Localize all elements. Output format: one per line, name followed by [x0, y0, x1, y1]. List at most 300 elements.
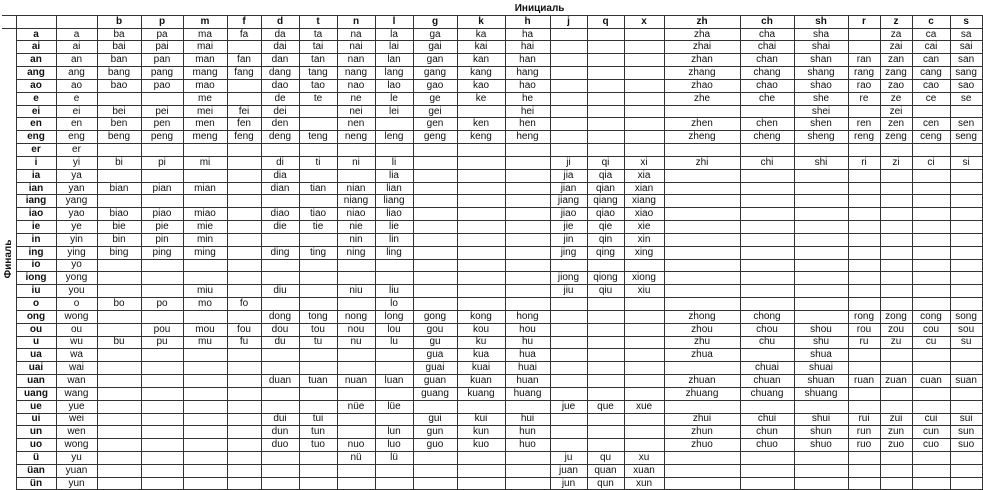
syllable-cell — [664, 272, 740, 285]
syllable-cell: yang — [56, 195, 97, 208]
syllable-cell: luo — [375, 439, 413, 452]
syllable-cell — [227, 233, 261, 246]
syllable-cell: fei — [227, 105, 261, 118]
final-label: en — [16, 118, 56, 131]
syllable-cell: ning — [337, 246, 375, 259]
syllable-cell — [550, 349, 587, 362]
syllable-cell — [624, 323, 664, 336]
initials-header-row — [2, 15, 982, 28]
syllable-cell: en — [56, 118, 97, 131]
syllable-cell: jiao — [550, 208, 587, 221]
syllable-cell: ka — [457, 28, 505, 41]
syllable-cell: pou — [141, 323, 183, 336]
syllable-cell — [624, 426, 664, 439]
syllable-cell: qin — [587, 233, 624, 246]
syllable-cell — [141, 439, 183, 452]
syllable-cell: ting — [299, 246, 337, 259]
syllable-cell — [141, 169, 183, 182]
initial-header-q: q — [587, 15, 624, 28]
syllable-cell: cao — [912, 79, 950, 92]
syllable-cell — [624, 413, 664, 426]
initial-header-zh: zh — [664, 15, 740, 28]
syllable-cell: de — [261, 92, 299, 105]
syllable-cell: nao — [337, 79, 375, 92]
syllable-cell: zu — [880, 336, 912, 349]
syllable-cell: nou — [337, 323, 375, 336]
syllable-cell — [299, 387, 337, 400]
final-header-corner — [16, 15, 56, 28]
syllable-cell — [183, 413, 227, 426]
syllable-cell: pao — [141, 79, 183, 92]
syllable-cell: zong — [880, 310, 912, 323]
syllable-cell: bao — [97, 79, 141, 92]
syllable-cell: miao — [183, 208, 227, 221]
syllable-cell — [550, 131, 587, 144]
syllable-cell: cha — [740, 28, 794, 41]
final-label: er — [16, 144, 56, 157]
final-label: uai — [16, 362, 56, 375]
syllable-cell — [880, 362, 912, 375]
syllable-cell: tao — [299, 79, 337, 92]
syllable-cell — [912, 195, 950, 208]
syllable-cell — [141, 375, 183, 388]
syllable-cell — [624, 375, 664, 388]
syllable-cell — [141, 387, 183, 400]
syllable-cell: xuan — [624, 464, 664, 477]
syllable-cell — [664, 233, 740, 246]
syllable-cell — [950, 285, 982, 298]
final-label: ia — [16, 169, 56, 182]
syllable-cell: ca — [912, 28, 950, 41]
syllable-cell — [740, 195, 794, 208]
syllable-cell — [740, 451, 794, 464]
syllable-cell — [624, 131, 664, 144]
syllable-cell: da — [261, 28, 299, 41]
syllable-cell: mao — [183, 79, 227, 92]
initial-header-h: h — [505, 15, 550, 28]
syllable-cell: du — [261, 336, 299, 349]
syllable-cell: huang — [505, 387, 550, 400]
syllable-cell: bin — [97, 233, 141, 246]
syllable-cell — [261, 400, 299, 413]
syllable-cell: eng — [56, 131, 97, 144]
final-label: i — [16, 156, 56, 169]
syllable-cell: ou — [56, 323, 97, 336]
syllable-cell: fa — [227, 28, 261, 41]
table-row — [2, 118, 982, 131]
syllable-cell — [550, 323, 587, 336]
syllable-cell: mi — [183, 156, 227, 169]
syllable-cell: zei — [880, 105, 912, 118]
syllable-cell: mu — [183, 336, 227, 349]
syllable-cell: ju — [550, 451, 587, 464]
table-row — [2, 169, 982, 182]
syllable-cell: zuan — [880, 375, 912, 388]
syllable-cell: geng — [413, 131, 457, 144]
initial-header-g: g — [413, 15, 457, 28]
syllable-cell: wong — [56, 310, 97, 323]
syllable-cell — [880, 349, 912, 362]
syllable-cell: pin — [141, 233, 183, 246]
syllable-cell: pie — [141, 221, 183, 234]
syllable-cell — [740, 182, 794, 195]
final-label: ang — [16, 67, 56, 80]
syllable-cell: pang — [141, 67, 183, 80]
syllable-cell — [227, 92, 261, 105]
syllable-cell: wu — [56, 336, 97, 349]
syllable-cell — [141, 144, 183, 157]
syllable-cell — [587, 298, 624, 311]
syllable-cell — [505, 400, 550, 413]
table-row — [2, 387, 982, 400]
syllable-cell: ji — [550, 156, 587, 169]
syllable-cell — [587, 41, 624, 54]
syllable-cell — [794, 195, 848, 208]
syllable-cell: zhang — [664, 67, 740, 80]
syllable-cell: jin — [550, 233, 587, 246]
syllable-cell: wong — [56, 439, 97, 452]
syllable-cell — [337, 349, 375, 362]
syllable-cell: pan — [141, 54, 183, 67]
syllable-cell — [912, 259, 950, 272]
syllable-cell: bing — [97, 246, 141, 259]
syllable-cell: nong — [337, 310, 375, 323]
syllable-cell — [227, 310, 261, 323]
syllable-cell — [794, 208, 848, 221]
syllable-cell: mian — [183, 182, 227, 195]
syllable-cell — [848, 285, 880, 298]
syllable-cell: zheng — [664, 131, 740, 144]
syllable-cell: meng — [183, 131, 227, 144]
syllable-cell: san — [950, 54, 982, 67]
syllable-cell — [880, 477, 912, 490]
syllable-cell — [227, 413, 261, 426]
syllable-cell — [337, 298, 375, 311]
syllable-cell — [794, 400, 848, 413]
syllable-cell: rang — [848, 67, 880, 80]
syllable-cell — [457, 144, 505, 157]
syllable-cell: chang — [740, 67, 794, 80]
syllable-cell — [183, 477, 227, 490]
final-label: uan — [16, 375, 56, 388]
syllable-cell: kuang — [457, 387, 505, 400]
syllable-cell — [457, 182, 505, 195]
syllable-cell: zhui — [664, 413, 740, 426]
syllable-cell — [587, 310, 624, 323]
syllable-cell — [97, 439, 141, 452]
syllable-cell: yong — [56, 272, 97, 285]
syllable-cell: kong — [457, 310, 505, 323]
syllable-cell — [912, 182, 950, 195]
syllable-cell — [505, 233, 550, 246]
syllable-cell — [880, 285, 912, 298]
table-row — [2, 195, 982, 208]
syllable-cell: han — [505, 54, 550, 67]
syllable-cell — [457, 169, 505, 182]
syllable-cell: deng — [261, 131, 299, 144]
syllable-cell — [227, 349, 261, 362]
syllable-cell: miu — [183, 285, 227, 298]
syllable-cell — [587, 92, 624, 105]
syllable-cell — [413, 477, 457, 490]
syllable-cell — [848, 259, 880, 272]
syllable-cell — [880, 195, 912, 208]
syllable-cell: chou — [740, 323, 794, 336]
syllable-cell: peng — [141, 131, 183, 144]
syllable-cell: pu — [141, 336, 183, 349]
initial-header-f: f — [227, 15, 261, 28]
syllable-cell: diao — [261, 208, 299, 221]
table-row — [2, 375, 982, 388]
syllable-cell: ling — [375, 246, 413, 259]
syllable-cell — [848, 464, 880, 477]
syllable-cell — [624, 105, 664, 118]
syllable-cell — [505, 285, 550, 298]
final-label: e — [16, 92, 56, 105]
finals-label: Финаль — [2, 239, 14, 279]
table-row — [2, 426, 982, 439]
syllable-cell: ye — [56, 221, 97, 234]
syllable-cell — [664, 259, 740, 272]
syllable-cell: mou — [183, 323, 227, 336]
syllable-cell: dai — [261, 41, 299, 54]
syllable-cell — [794, 246, 848, 259]
syllable-cell — [624, 41, 664, 54]
syllable-cell — [97, 362, 141, 375]
final-label: u — [16, 336, 56, 349]
syllable-cell: cen — [912, 118, 950, 131]
syllable-cell — [912, 464, 950, 477]
syllable-cell: bai — [97, 41, 141, 54]
syllable-cell: cu — [912, 336, 950, 349]
syllable-cell: xu — [624, 451, 664, 464]
syllable-cell — [97, 272, 141, 285]
syllable-cell — [794, 259, 848, 272]
syllable-cell — [299, 464, 337, 477]
table-row — [2, 233, 982, 246]
syllable-cell: se — [950, 92, 982, 105]
syllable-cell: qi — [587, 156, 624, 169]
syllable-cell: song — [950, 310, 982, 323]
syllable-cell — [740, 144, 794, 157]
syllable-cell: ri — [848, 156, 880, 169]
syllable-cell: dei — [261, 105, 299, 118]
syllable-cell: hua — [505, 349, 550, 362]
syllable-cell — [880, 182, 912, 195]
syllable-cell: kai — [457, 41, 505, 54]
syllable-cell: guo — [413, 439, 457, 452]
syllable-cell — [141, 259, 183, 272]
syllable-cell — [457, 400, 505, 413]
syllable-cell — [848, 221, 880, 234]
syllable-cell: diu — [261, 285, 299, 298]
syllable-cell — [261, 298, 299, 311]
pinyin-table — [2, 3, 983, 490]
syllable-cell — [587, 439, 624, 452]
syllable-cell: rou — [848, 323, 880, 336]
syllable-cell: xia — [624, 169, 664, 182]
syllable-cell — [375, 349, 413, 362]
syllable-cell — [664, 298, 740, 311]
syllable-cell — [950, 195, 982, 208]
final-label: ün — [16, 477, 56, 490]
initial-header-t: t — [299, 15, 337, 28]
syllable-cell: niao — [337, 208, 375, 221]
syllable-cell: qia — [587, 169, 624, 182]
syllable-cell — [337, 169, 375, 182]
syllable-cell: kui — [457, 413, 505, 426]
syllable-cell: tuo — [299, 439, 337, 452]
syllable-cell: bian — [97, 182, 141, 195]
syllable-cell: xue — [624, 400, 664, 413]
syllable-cell — [740, 221, 794, 234]
syllable-cell — [587, 323, 624, 336]
syllable-cell — [183, 451, 227, 464]
syllable-cell — [183, 195, 227, 208]
syllable-cell — [848, 387, 880, 400]
syllable-cell: jun — [550, 477, 587, 490]
table-row — [2, 92, 982, 105]
syllable-cell — [141, 426, 183, 439]
syllable-cell: nüe — [337, 400, 375, 413]
table-row — [2, 336, 982, 349]
syllable-cell: luan — [375, 375, 413, 388]
syllable-cell — [183, 310, 227, 323]
syllable-cell — [794, 464, 848, 477]
syllable-cell — [950, 362, 982, 375]
syllable-cell: quan — [587, 464, 624, 477]
syllable-cell — [912, 451, 950, 464]
table-row — [2, 105, 982, 118]
syllable-cell: pi — [141, 156, 183, 169]
initial-header-d: d — [261, 15, 299, 28]
syllable-cell — [912, 169, 950, 182]
syllable-cell — [550, 426, 587, 439]
syllable-cell: mai — [183, 41, 227, 54]
syllable-cell — [950, 169, 982, 182]
syllable-cell: kuo — [457, 439, 505, 452]
syllable-cell: yo — [56, 259, 97, 272]
syllable-cell — [183, 375, 227, 388]
syllable-cell: chuang — [740, 387, 794, 400]
syllable-cell: qu — [587, 451, 624, 464]
syllable-cell — [375, 413, 413, 426]
syllable-cell — [587, 131, 624, 144]
syllable-cell — [587, 387, 624, 400]
syllable-cell: cou — [912, 323, 950, 336]
syllable-cell — [794, 233, 848, 246]
syllable-cell: ran — [848, 54, 880, 67]
syllable-cell: tan — [299, 54, 337, 67]
syllable-cell: shuan — [794, 375, 848, 388]
syllable-cell: zhuo — [664, 439, 740, 452]
syllable-cell: zang — [880, 67, 912, 80]
syllable-cell — [664, 105, 740, 118]
syllable-cell — [299, 169, 337, 182]
syllable-cell: gao — [413, 79, 457, 92]
syllable-cell — [950, 182, 982, 195]
syllable-cell: ce — [912, 92, 950, 105]
syllable-cell: kang — [457, 67, 505, 80]
syllable-cell: cuan — [912, 375, 950, 388]
syllable-cell — [375, 144, 413, 157]
syllable-cell — [587, 362, 624, 375]
syllable-cell: duan — [261, 375, 299, 388]
syllable-cell: piao — [141, 208, 183, 221]
syllable-cell — [97, 375, 141, 388]
syllable-cell: run — [848, 426, 880, 439]
syllable-cell — [457, 221, 505, 234]
syllable-cell: guan — [413, 375, 457, 388]
syllable-cell: tai — [299, 41, 337, 54]
syllable-cell: lang — [375, 67, 413, 80]
syllable-cell — [848, 298, 880, 311]
syllable-cell — [794, 182, 848, 195]
syllable-cell: tiao — [299, 208, 337, 221]
final-label: ian — [16, 182, 56, 195]
syllable-cell — [141, 92, 183, 105]
syllable-cell: cuo — [912, 439, 950, 452]
syllable-cell — [550, 259, 587, 272]
syllable-cell — [227, 79, 261, 92]
syllable-cell — [375, 362, 413, 375]
syllable-cell — [505, 298, 550, 311]
syllable-cell — [457, 195, 505, 208]
syllable-cell: o — [56, 298, 97, 311]
syllable-cell: er — [56, 144, 97, 157]
syllable-cell — [227, 182, 261, 195]
syllable-cell: ni — [337, 156, 375, 169]
syllable-cell — [550, 54, 587, 67]
syllable-cell: dun — [261, 426, 299, 439]
syllable-cell — [97, 426, 141, 439]
syllable-cell — [950, 400, 982, 413]
syllable-cell: guang — [413, 387, 457, 400]
syllable-cell — [505, 169, 550, 182]
syllable-cell: shuang — [794, 387, 848, 400]
syllable-cell — [624, 67, 664, 80]
syllable-cell — [375, 477, 413, 490]
syllable-cell: me — [183, 92, 227, 105]
table-row — [2, 246, 982, 259]
syllable-cell: teng — [299, 131, 337, 144]
syllable-cell: hei — [505, 105, 550, 118]
syllable-cell — [261, 195, 299, 208]
syllable-cell — [912, 400, 950, 413]
syllable-cell: ha — [505, 28, 550, 41]
syllable-cell: cang — [912, 67, 950, 80]
syllable-cell — [848, 451, 880, 464]
syllable-cell — [505, 156, 550, 169]
syllable-cell: ke — [457, 92, 505, 105]
syllable-cell — [664, 285, 740, 298]
syllable-cell: sui — [950, 413, 982, 426]
syllable-cell: fu — [227, 336, 261, 349]
syllable-cell — [880, 464, 912, 477]
syllable-cell: te — [299, 92, 337, 105]
syllable-cell — [299, 195, 337, 208]
syllable-cell: zha — [664, 28, 740, 41]
syllable-cell — [227, 464, 261, 477]
syllable-cell — [141, 349, 183, 362]
syllable-cell — [880, 169, 912, 182]
syllable-cell — [375, 387, 413, 400]
syllable-cell — [413, 182, 457, 195]
syllable-cell: chen — [740, 118, 794, 131]
syllable-cell: po — [141, 298, 183, 311]
syllable-cell — [227, 156, 261, 169]
syllable-cell: sao — [950, 79, 982, 92]
